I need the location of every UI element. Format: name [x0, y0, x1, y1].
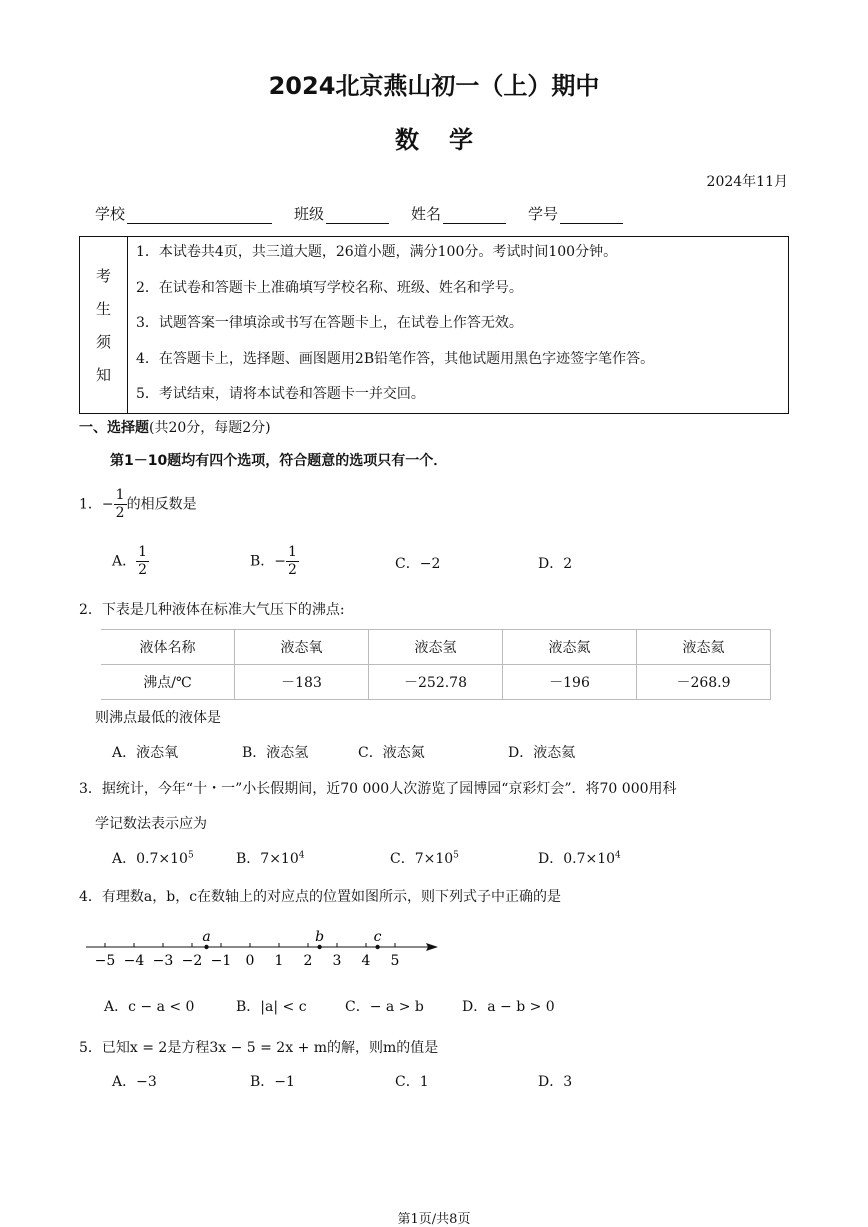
notice-items [136, 241, 654, 419]
student-info-fields [95, 203, 623, 224]
point-c [375, 945, 379, 949]
q3-option-d: D．$0.7\times 10^4$ [538, 850, 621, 867]
q3-option-c: C．$7\times 10^5$ [390, 850, 459, 867]
exam-notice-box [79, 236, 789, 414]
subject-title: 数学 [395, 126, 503, 154]
notice-item: 2．在试卷和答题卡上准确填写学校名称、班级、姓名和学号。 [136, 279, 523, 296]
section-heading: 一、选择题(共20分，每题2分) [79, 420, 271, 436]
q2-option-c: C．液态氮 [358, 745, 425, 761]
q4-option-b: B．|a| < c [236, 999, 307, 1015]
notice-item: 3．试题答案一律填涂或书写在答题卡上，在试卷上作答无效。 [136, 315, 523, 331]
exam-date: 2024年11月 [706, 174, 788, 190]
axis-tick-label: −1 [210, 953, 232, 969]
boiling-point-table [101, 629, 771, 700]
axis-tick-label: 4 [361, 953, 371, 969]
axis-tick-label: −3 [152, 953, 174, 969]
q2-option-a: A．液态氧 [112, 745, 179, 761]
notice-item: 5．考试结束，请将本试卷和答题卡一并交回。 [136, 386, 425, 402]
q1-option-c: C．−2 [395, 556, 441, 572]
q5-option-c: C．1 [395, 1074, 429, 1090]
q1-option-d: D．2 [538, 556, 573, 572]
q5-option-b: B．−1 [250, 1074, 295, 1090]
axis-tick-label: 1 [274, 953, 284, 969]
q3-option-b: B．$7\times 10^4$ [236, 850, 305, 867]
point-label-a: a [202, 929, 211, 945]
q2-option-b: B．液态氢 [242, 745, 309, 761]
class-field: 班级 [294, 203, 389, 224]
question-2: 2．下表是几种液体在标准大气压下的沸点: [79, 602, 345, 618]
q1-option-a: A． $\frac{1}{2}$ [112, 544, 148, 578]
student-id-field: 学号 [528, 203, 623, 224]
table-row: 沸点/℃ －183 －252.78 －196 －268.9 [101, 665, 771, 700]
fraction: $\frac{1}{2}$ [115, 487, 125, 521]
name-field: 姓名 [411, 203, 506, 224]
question-1: 1．− $\frac{1}{2}$ 的相反数是 [79, 487, 197, 521]
q3-option-a: A．$0.7\times 10^5$ [112, 850, 194, 867]
point-a [204, 945, 208, 949]
axis-points [202, 929, 381, 949]
number-line [80, 925, 445, 970]
axis-tick-label: −5 [94, 953, 116, 969]
question-3: 3．据统计，今年“十・一”小长假期间，近70 000人次游览了园博园“京彩灯会”．将70 000用科 [79, 781, 677, 797]
axis-tick-label: 2 [303, 953, 313, 969]
question-5: 5．已知x = 2是方程3x − 5 = 2x + m的解，则m的值是 [79, 1040, 439, 1056]
notice-label: 考 生 须 知 [80, 237, 128, 413]
axis-tick-label: 3 [332, 953, 342, 969]
q5-option-d: D．3 [538, 1074, 573, 1090]
axis-tick-label: 0 [245, 953, 255, 969]
q2-followup: 则沸点最低的液体是 [95, 710, 221, 726]
q4-option-d: D．a − b > 0 [462, 999, 555, 1015]
table-row: 液体名称 液态氧 液态氢 液态氮 液态氦 [101, 630, 771, 665]
point-b [317, 945, 321, 949]
notice-item: 1．本试卷共4页，共三道大题，26道小题，满分100分。考试时间100分钟。 [136, 244, 618, 260]
notice-item: 4．在答题卡上，选择题、画图题用2B铅笔作答，其他试题用黑色字迹签字笔作答。 [136, 350, 655, 367]
axis-tick-label: 5 [390, 953, 400, 969]
school-field: 学校 [95, 203, 272, 224]
axis-tick-label: −2 [181, 953, 203, 969]
q1-option-b: B．− $\frac{1}{2}$ [250, 544, 297, 578]
q4-option-c: C．− a > b [345, 999, 424, 1015]
question-4: 4．有理数a，b，c在数轴上的对应点的位置如图所示，则下列式子中正确的是 [79, 889, 562, 905]
point-label-b: b [315, 929, 325, 945]
page-title: 2024北京燕山初一（上）期中 [268, 72, 600, 100]
page-footer: 第1页/共8页 [397, 1212, 471, 1227]
section-instruction: 第1－10题均有四个选项，符合题意的选项只有一个． [110, 453, 448, 469]
axis-tick-label: −4 [123, 953, 145, 969]
q5-option-a: A．−3 [112, 1074, 157, 1090]
point-label-c: c [373, 929, 382, 945]
question-3-cont: 学记数法表示应为 [95, 816, 207, 832]
q2-option-d: D．液态氦 [508, 745, 576, 761]
q4-option-a: A．c − a < 0 [104, 999, 195, 1015]
